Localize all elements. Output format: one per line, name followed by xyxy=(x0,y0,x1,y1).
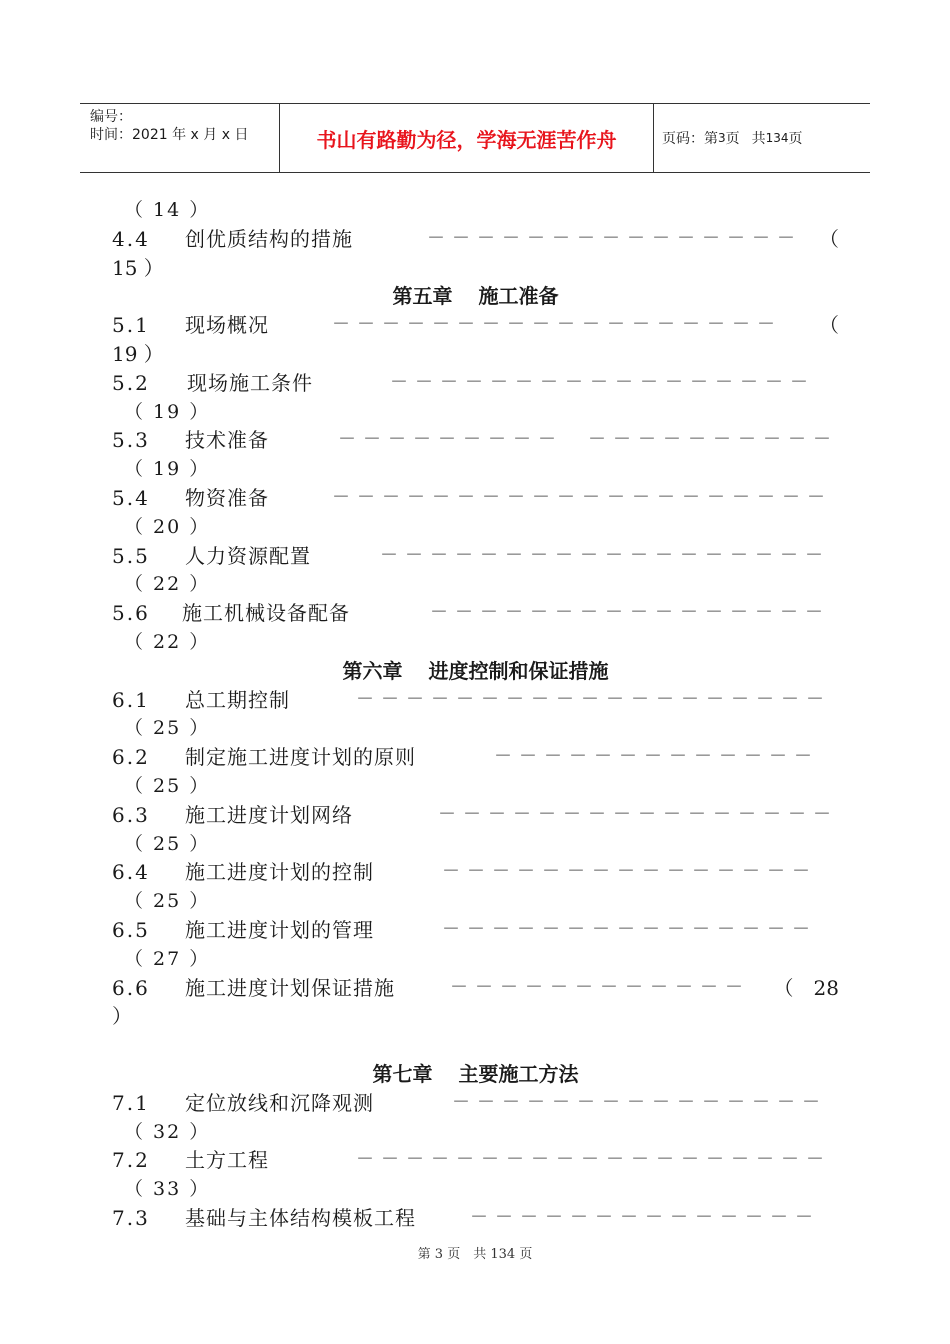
toc-entry-6-1[interactable] xyxy=(112,686,839,715)
toc-entry-6-3[interactable] xyxy=(112,801,839,830)
page-total: 134 xyxy=(765,131,789,145)
toc-leader: －－－－－－－－－－－－－－ xyxy=(470,1206,820,1228)
page-mid: 页 xyxy=(725,131,740,147)
chapter-heading-5 xyxy=(112,282,839,311)
chapter-number: 第五章 xyxy=(392,284,453,309)
toc-entry-title: 物资准备 xyxy=(185,485,269,510)
toc-entry-number: 5.6 xyxy=(112,601,150,626)
toc-entry-title: 土方工程 xyxy=(185,1148,269,1173)
toc-leader: －－－－－－－－－－－－－－－－－－－ xyxy=(356,1149,831,1171)
toc-page-ref: （ 32 ） xyxy=(124,1120,211,1143)
toc-entry-number: 6.6 xyxy=(112,975,150,1000)
toc-entry-number: 7.2 xyxy=(112,1148,150,1173)
toc-entry-number: 4.4 xyxy=(112,226,150,251)
toc-entry-5-3[interactable] xyxy=(112,426,839,455)
toc-leader: －－－－－－－－－ －－－－－－－－－－ xyxy=(338,429,838,451)
toc-page-ref: （ 22 ） xyxy=(124,630,211,653)
toc-entry-number: 5.3 xyxy=(112,428,150,453)
toc-page-ref: （ 33 ） xyxy=(124,1178,211,1201)
toc-leader: －－－－－－－－－－－－－－－ xyxy=(452,1091,827,1113)
toc-page-ref: （ 14 ） xyxy=(124,199,211,221)
toc-page-ref: （ 19 ） xyxy=(124,400,211,423)
toc-page-ref: 19 ） xyxy=(112,341,164,366)
document-header xyxy=(80,103,870,173)
toc-entry-7-3[interactable] xyxy=(112,1204,839,1233)
toc-entry-title: 技术准备 xyxy=(185,428,269,453)
toc-leader: －－－－－－－－－－－－－－－－－－ xyxy=(380,544,830,566)
toc-entry-5-1[interactable] xyxy=(112,311,839,340)
toc-leader: －－－－－－－－－－－－－－－－－－－ xyxy=(356,688,831,710)
page-prefix: 页码：第 xyxy=(662,131,718,147)
toc-entry-title: 施工进度计划的控制 xyxy=(185,860,374,885)
toc-leader: －－－－－－－－－－－－－－－ xyxy=(427,227,802,249)
chapter-title: 施工准备 xyxy=(478,284,559,309)
toc-entry-title: 基础与主体结构模板工程 xyxy=(185,1205,416,1230)
toc-entry-number: 6.5 xyxy=(112,917,150,942)
toc-entry-title: 现场施工条件 xyxy=(187,370,313,395)
toc-entry-number: 7.1 xyxy=(112,1090,150,1115)
footer-total: 134 xyxy=(490,1247,516,1262)
toc-entry-4-4[interactable] xyxy=(112,225,839,254)
toc-page-ref: （ 19 ） xyxy=(124,458,211,481)
toc-leader: －－－－－－－－－－－－－－－－－－－－ xyxy=(332,486,832,508)
toc-page-ref: （ 25 ） xyxy=(124,832,211,855)
footer-current: 3 xyxy=(434,1247,444,1262)
toc-entry-number: 6.1 xyxy=(112,687,150,712)
toc-page-open: （ 28 xyxy=(773,975,839,1000)
toc-entry-title: 总工期控制 xyxy=(185,687,290,712)
toc-leader: －－－－－－－－－－－－－－－－－ xyxy=(390,371,815,393)
toc-page-ref: （ 27 ） xyxy=(124,947,211,970)
toc-entry-6-4[interactable] xyxy=(112,858,839,887)
toc-entry-5-6[interactable] xyxy=(112,599,839,628)
toc-entry-title: 施工进度计划网络 xyxy=(185,802,353,827)
toc-leader: －－－－－－－－－－－－－－－－ xyxy=(438,803,838,825)
toc-entry-number: 6.3 xyxy=(112,802,150,827)
toc-entry-number: 6.2 xyxy=(112,745,150,770)
toc-page-open: （ xyxy=(819,313,839,338)
table-of-contents xyxy=(112,196,839,1233)
toc-entry-title: 施工机械设备配备 xyxy=(182,601,350,626)
toc-entry-5-5[interactable] xyxy=(112,542,839,571)
toc-entry-7-2[interactable] xyxy=(112,1146,839,1175)
toc-entry-title: 现场概况 xyxy=(185,313,269,338)
page-total-prefix: 共 xyxy=(751,131,766,147)
toc-page-ref: ） xyxy=(112,1004,132,1029)
footer-prefix: 第 xyxy=(417,1247,431,1262)
toc-entry-5-4[interactable] xyxy=(112,484,839,513)
header-page-info xyxy=(654,104,870,172)
chapter-title: 主要施工方法 xyxy=(458,1061,579,1086)
number-label: 编号： xyxy=(90,109,132,125)
toc-entry-title: 定位放线和沉降观测 xyxy=(185,1090,374,1115)
toc-entry-number: 5.5 xyxy=(112,543,150,568)
toc-entry-title: 创优质结构的措施 xyxy=(185,226,353,251)
toc-leader: －－－－－－－－－－－－ xyxy=(450,976,750,998)
toc-page-open: （ xyxy=(819,226,839,251)
toc-page-ref: （ 22 ） xyxy=(124,573,211,596)
toc-page-ref: （ 25 ） xyxy=(124,717,211,740)
chapter-number: 第七章 xyxy=(372,1061,433,1086)
chapter-number: 第六章 xyxy=(342,658,403,683)
toc-entry-number: 7.3 xyxy=(112,1205,150,1230)
toc-entry-number: 6.4 xyxy=(112,860,150,885)
toc-page-ref: 15 ） xyxy=(112,255,164,280)
toc-entry-number: 5.4 xyxy=(112,485,150,510)
toc-leader: －－－－－－－－－－－－－－－－ xyxy=(430,602,830,624)
header-meta xyxy=(80,104,280,172)
footer-mid: 页 共 xyxy=(447,1247,487,1262)
toc-entry-number: 5.2 xyxy=(112,370,150,395)
toc-leader: －－－－－－－－－－－－－－－－－－ xyxy=(332,314,782,336)
header-motto: 书山有路勤为径，学海无涯苦作舟 xyxy=(280,104,654,172)
toc-entry-7-1[interactable] xyxy=(112,1089,839,1118)
chapter-title: 进度控制和保证措施 xyxy=(428,658,609,683)
toc-leader: －－－－－－－－－－－－－－－ xyxy=(442,918,817,940)
toc-entry-6-2[interactable] xyxy=(112,743,839,772)
toc-entry-6-6[interactable] xyxy=(112,974,839,1003)
toc-entry-title: 施工进度计划保证措施 xyxy=(185,975,395,1000)
toc-entry-title: 人力资源配置 xyxy=(185,543,311,568)
toc-leader: －－－－－－－－－－－－－－－ xyxy=(442,861,817,883)
toc-page-ref: （ 25 ） xyxy=(124,890,211,913)
footer-suffix: 页 xyxy=(519,1247,533,1262)
toc-entry-number: 5.1 xyxy=(112,313,150,338)
toc-entry-6-5[interactable] xyxy=(112,916,839,945)
page-current: 3 xyxy=(718,131,726,145)
toc-leader: －－－－－－－－－－－－－ xyxy=(494,746,819,768)
toc-entry-title: 制定施工进度计划的原则 xyxy=(185,745,416,770)
toc-page-ref: （ 20 ） xyxy=(124,515,211,538)
chapter-heading-7 xyxy=(112,1060,839,1089)
chapter-heading-6 xyxy=(112,657,839,686)
toc-page-ref: （ 25 ） xyxy=(124,774,211,797)
toc-entry-title: 施工进度计划的管理 xyxy=(185,917,374,942)
page-suffix: 页 xyxy=(788,131,803,147)
toc-entry-5-2[interactable] xyxy=(112,369,839,398)
date-label: 时间：2021 年 x 月 x 日 xyxy=(90,127,249,143)
page-footer xyxy=(0,1243,950,1262)
